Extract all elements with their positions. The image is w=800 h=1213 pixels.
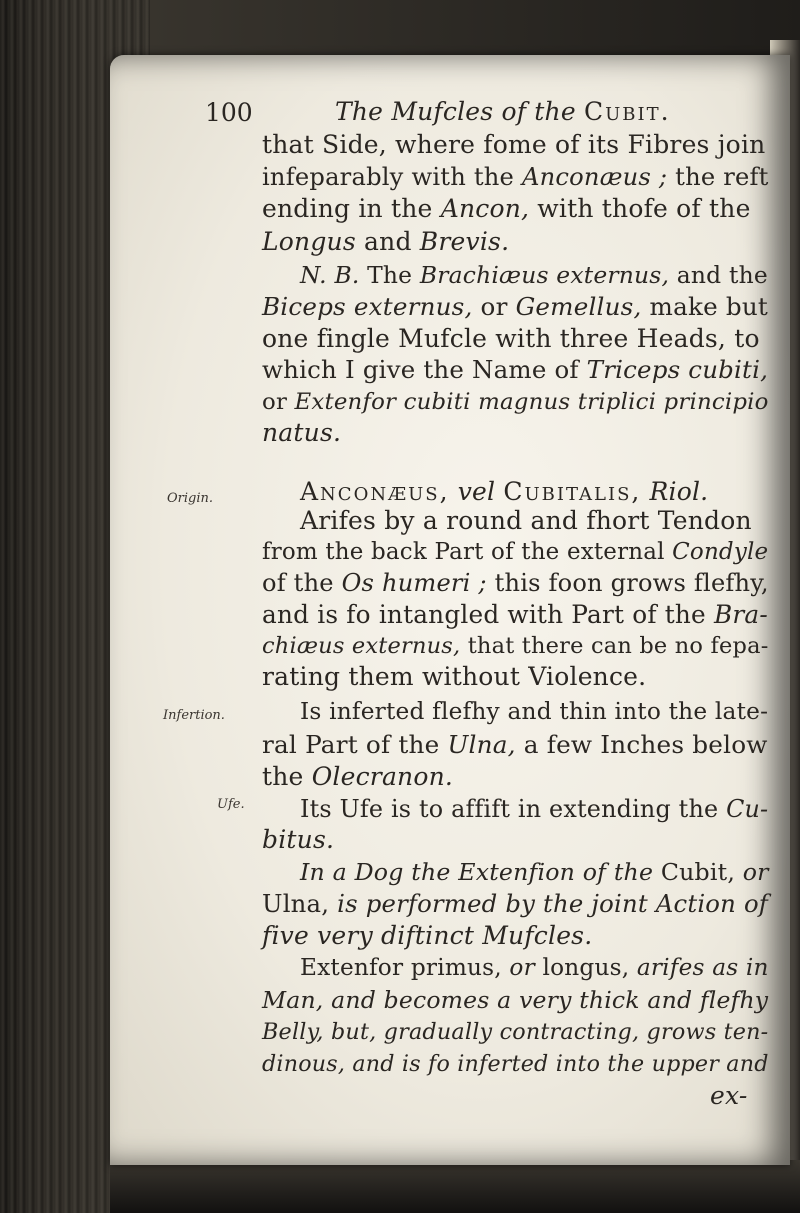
margin-note-origin: Origin. <box>167 491 214 506</box>
text-line <box>262 730 768 760</box>
text-run: dinous, and is fo inferted into the upper and <box>262 1051 769 1077</box>
text-run: one fingle Mufcle with three Heads, to <box>262 324 760 353</box>
text-run: Man, and becomes a very thick and flefhy <box>262 986 769 1014</box>
text-run: In a Dog the Extenfion of the <box>300 858 654 886</box>
text-line <box>300 506 752 536</box>
text-run: rating them without Violence. <box>262 662 647 691</box>
running-head <box>335 97 671 127</box>
text-run: Brevis. <box>419 227 510 256</box>
text-line <box>262 985 768 1015</box>
text-run: natus. <box>262 418 342 447</box>
text-run: or <box>262 389 295 415</box>
text-run: Gemellus, <box>515 292 642 321</box>
text-line <box>262 568 769 598</box>
text-run: Cubitalis, <box>503 477 642 506</box>
text-run: and is fo intangled with Part of the <box>262 600 714 629</box>
running-head-caps: Cubit. <box>583 97 671 126</box>
text-line <box>262 130 765 160</box>
text-run: Olecranon. <box>311 762 454 791</box>
text-line <box>262 662 646 692</box>
text-run: and <box>355 227 420 256</box>
text-run: that Side, where fome of its Fibres join <box>262 130 766 159</box>
text-line <box>300 857 769 887</box>
text-run: five very diftinct Mufcles. <box>262 921 593 950</box>
text-run: Its Ufe is to affift in extending the <box>300 795 727 823</box>
text-run: Arifes by a round and fhort Tendon <box>300 506 752 535</box>
text-run: of the <box>262 569 342 597</box>
page-number: 100 <box>205 98 253 127</box>
text-run: chiæus externus, <box>262 633 461 659</box>
text-line <box>300 953 769 983</box>
text-line <box>262 355 768 385</box>
text-run: Cu- <box>726 795 769 823</box>
text-line <box>262 387 769 417</box>
text-line <box>262 162 769 192</box>
running-head-title: The Mufcles of the <box>335 97 584 126</box>
margin-note-insertion: Infertion. <box>163 708 225 723</box>
text-run: longus, <box>534 954 637 981</box>
text-line <box>262 762 453 792</box>
text-run: from the back Part of the external <box>262 539 673 565</box>
text-line <box>262 292 768 322</box>
text-run: Longus <box>262 227 356 256</box>
text-line <box>262 1049 769 1079</box>
text-run: with thofe of the <box>529 194 751 223</box>
text-line <box>262 921 592 951</box>
text-line <box>262 889 768 919</box>
text-run: ending in the <box>262 194 441 223</box>
text-run: N. B. <box>300 261 360 289</box>
text-run: a few Inches below <box>515 730 768 759</box>
text-run: ex- <box>710 1081 748 1110</box>
text-run: make but <box>641 292 768 321</box>
text-line <box>262 600 768 630</box>
text-run: Extenfor primus, <box>300 954 510 981</box>
text-run: which I give the Name of <box>262 355 587 384</box>
text-run: Anconæus ; <box>521 163 668 191</box>
text-line <box>300 794 768 824</box>
text-run: Ancon, <box>440 194 530 223</box>
text-run: bitus. <box>262 825 335 854</box>
text-run: infeparably with the <box>262 163 522 191</box>
text-run: Ulna, <box>447 730 516 759</box>
text-run: and the <box>669 261 768 289</box>
text-line <box>300 260 768 290</box>
text-line <box>262 418 341 448</box>
text-run: Bra- <box>713 600 768 629</box>
text-run: vel <box>449 477 504 506</box>
text-run: Anconæus, <box>300 477 450 506</box>
text-line <box>262 631 768 661</box>
text-run: that there can be no fepa- <box>460 633 769 659</box>
catchword <box>710 1081 748 1111</box>
text-line <box>262 1017 768 1047</box>
text-run: Riol. <box>641 477 709 506</box>
text-run: ral Part of the <box>262 730 448 759</box>
text-run: Condyle <box>672 539 769 565</box>
text-run: Brachiæus externus, <box>419 261 670 289</box>
text-run: Extenfor cubiti magnus triplici principio <box>294 389 769 415</box>
text-line <box>262 227 509 257</box>
text-run: or <box>472 292 516 321</box>
text-line <box>262 825 334 855</box>
text-run: Triceps cubiti, <box>586 355 769 384</box>
page-bottom-shadow <box>110 1160 800 1213</box>
text-line <box>262 324 760 354</box>
section-heading <box>300 477 708 507</box>
text-run: Ulna, <box>262 889 338 918</box>
text-line <box>262 537 768 567</box>
text-run: the <box>262 762 312 791</box>
text-run: Os humeri ; <box>341 569 487 597</box>
text-run: or <box>509 954 535 981</box>
text-run: is performed by the joint Action of <box>337 889 769 918</box>
text-run: Cubit, <box>653 858 743 886</box>
text-run: arifes as in <box>636 954 769 981</box>
text-run: or <box>742 858 769 886</box>
text-run: Belly, but, gradually contracting, grows ten- <box>262 1019 769 1045</box>
text-run: this foon grows flefhy, <box>486 569 769 597</box>
text-run: The <box>359 261 420 289</box>
text-line <box>300 697 768 727</box>
text-run: Is inferted flefhy and thin into the late- <box>300 698 769 725</box>
text-line <box>262 194 751 224</box>
text-run: Biceps externus, <box>262 292 473 321</box>
margin-note-use: Ufe. <box>217 797 245 812</box>
text-run: the reft <box>667 163 769 191</box>
